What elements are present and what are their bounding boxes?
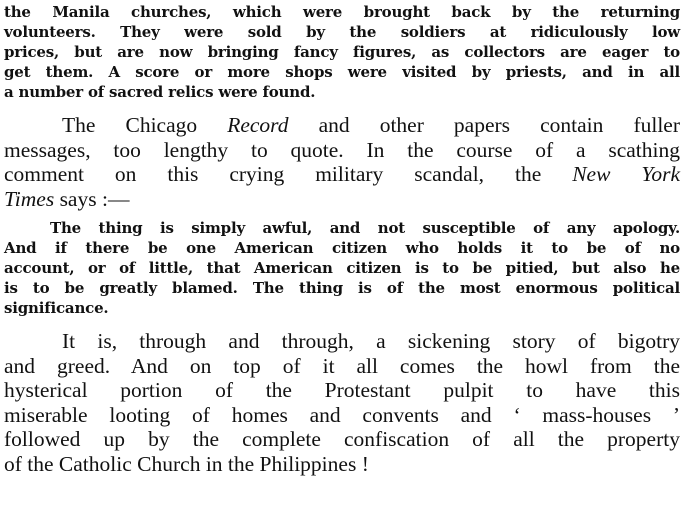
text-segment: comment on this crying military scandal, the xyxy=(4,162,573,186)
text-line xyxy=(4,187,680,212)
text-line: messages, too lengthy to quote. In the course of a scathing xyxy=(4,137,680,162)
text-line: And if there be one American citizen who holds it to be of no xyxy=(4,239,680,257)
paragraph-chicago-record xyxy=(4,113,680,211)
text-line xyxy=(4,162,680,187)
block-quote-new-york-times xyxy=(4,218,680,318)
paragraph-manila-relics xyxy=(4,2,680,102)
text-line: the Manila churches, which were brought back by the returning xyxy=(4,3,680,21)
text-line: hysterical portion of the Protestant pulpit to have this xyxy=(4,378,680,402)
publication-title-new-york: New York xyxy=(572,162,680,186)
text-line xyxy=(4,113,680,138)
text-segment: The Chicago xyxy=(62,113,228,137)
text-line: The thing is simply awful, and not susceptible of any apology. xyxy=(50,219,680,237)
text-line: volunteers. They were sold by the soldiers at ridiculously low xyxy=(4,23,680,41)
text-line: prices, but are now bringing fancy figures, as collectors are eager to xyxy=(4,43,680,61)
text-line: account, or of little, that American citizen is to be pitied, but also he xyxy=(4,259,680,277)
text-line: a number of sacred relics were found. xyxy=(4,83,316,101)
text-line: followed up by the complete confiscation of all the property xyxy=(4,427,680,451)
publication-title-record: Record xyxy=(227,113,289,137)
document-page xyxy=(4,2,680,476)
text-line: get them. A score or more shops were visited by priests, and in all xyxy=(4,63,680,81)
text-segment: and other papers contain fuller xyxy=(288,113,681,137)
text-segment: says :— xyxy=(54,186,130,211)
text-line: is to be greatly blamed. The thing is of the most enormous political xyxy=(4,279,680,297)
paragraph-bigotry-and-greed xyxy=(4,329,680,476)
text-line: miserable looting of homes and convents and ‘ mass-houses ’ xyxy=(4,402,680,427)
text-line: of the Catholic Church in the Philippines ! xyxy=(4,451,369,476)
text-line: It is, through and through, a sickening story of bigotry xyxy=(62,329,680,353)
publication-title-times: Times xyxy=(4,186,55,211)
text-line: significance. xyxy=(4,299,109,317)
text-line: and greed. And on top of it all comes the howl from the xyxy=(4,353,680,378)
